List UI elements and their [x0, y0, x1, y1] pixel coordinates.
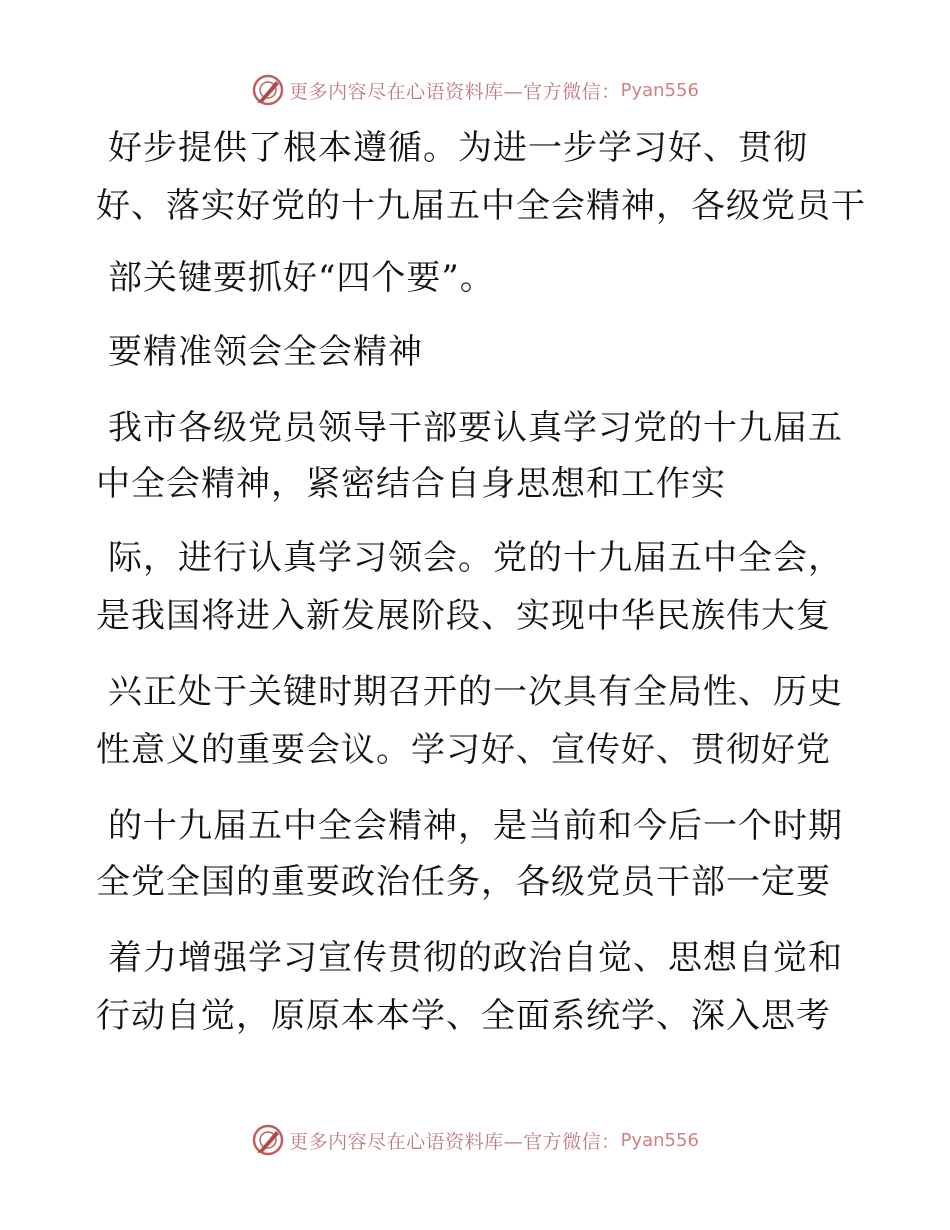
text-line: 性意义的重要会议。学习好、宣传好、贯彻好党: [96, 730, 831, 770]
watermark-wechat-id: Pyan556: [620, 79, 699, 101]
text-line: 的十九届五中全会精神，是当前和今后一个时期: [108, 806, 843, 846]
text-line: 好步提供了根本遵循。为进一步学习好、贯彻: [108, 128, 808, 168]
text-line: 我市各级党员领导干部要认真学习党的十九届五: [108, 408, 843, 448]
text-line: 是我国将进入新发展阶段、实现中华民族伟大复: [96, 596, 831, 636]
section-heading: 要精准领会全会精神: [108, 332, 423, 372]
footer-watermark: [0, 1120, 950, 1160]
text-line: 行动自觉，原原本本学、全面系统学、深入思考: [96, 996, 831, 1036]
text-line: 全党全国的重要政治任务，各级党员干部一定要: [96, 862, 831, 902]
watermark-wechat-id: Pyan556: [620, 1129, 699, 1151]
text-line: 着力增强学习宣传贯彻的政治自觉、思想自觉和: [108, 938, 843, 978]
header-watermark: [0, 70, 950, 110]
pen-logo-icon: [251, 73, 285, 107]
text-line: 部关键要抓好“四个要”。: [108, 258, 495, 298]
text-line: 兴正处于关键时期召开的一次具有全局性、历史: [108, 672, 843, 712]
text-line: 好、落实好党的十九届五中全会精神，各级党员干: [96, 186, 866, 226]
text-line: 中全会精神，紧密结合自身思想和工作实: [96, 464, 726, 504]
pen-logo-icon: [251, 1123, 285, 1157]
text-line: 际，进行认真学习领会。党的十九届五中全会，: [108, 538, 843, 578]
watermark-text: 更多内容尽在心语资料库—官方微信：: [289, 1130, 621, 1153]
watermark-text: 更多内容尽在心语资料库—官方微信：: [289, 80, 621, 103]
